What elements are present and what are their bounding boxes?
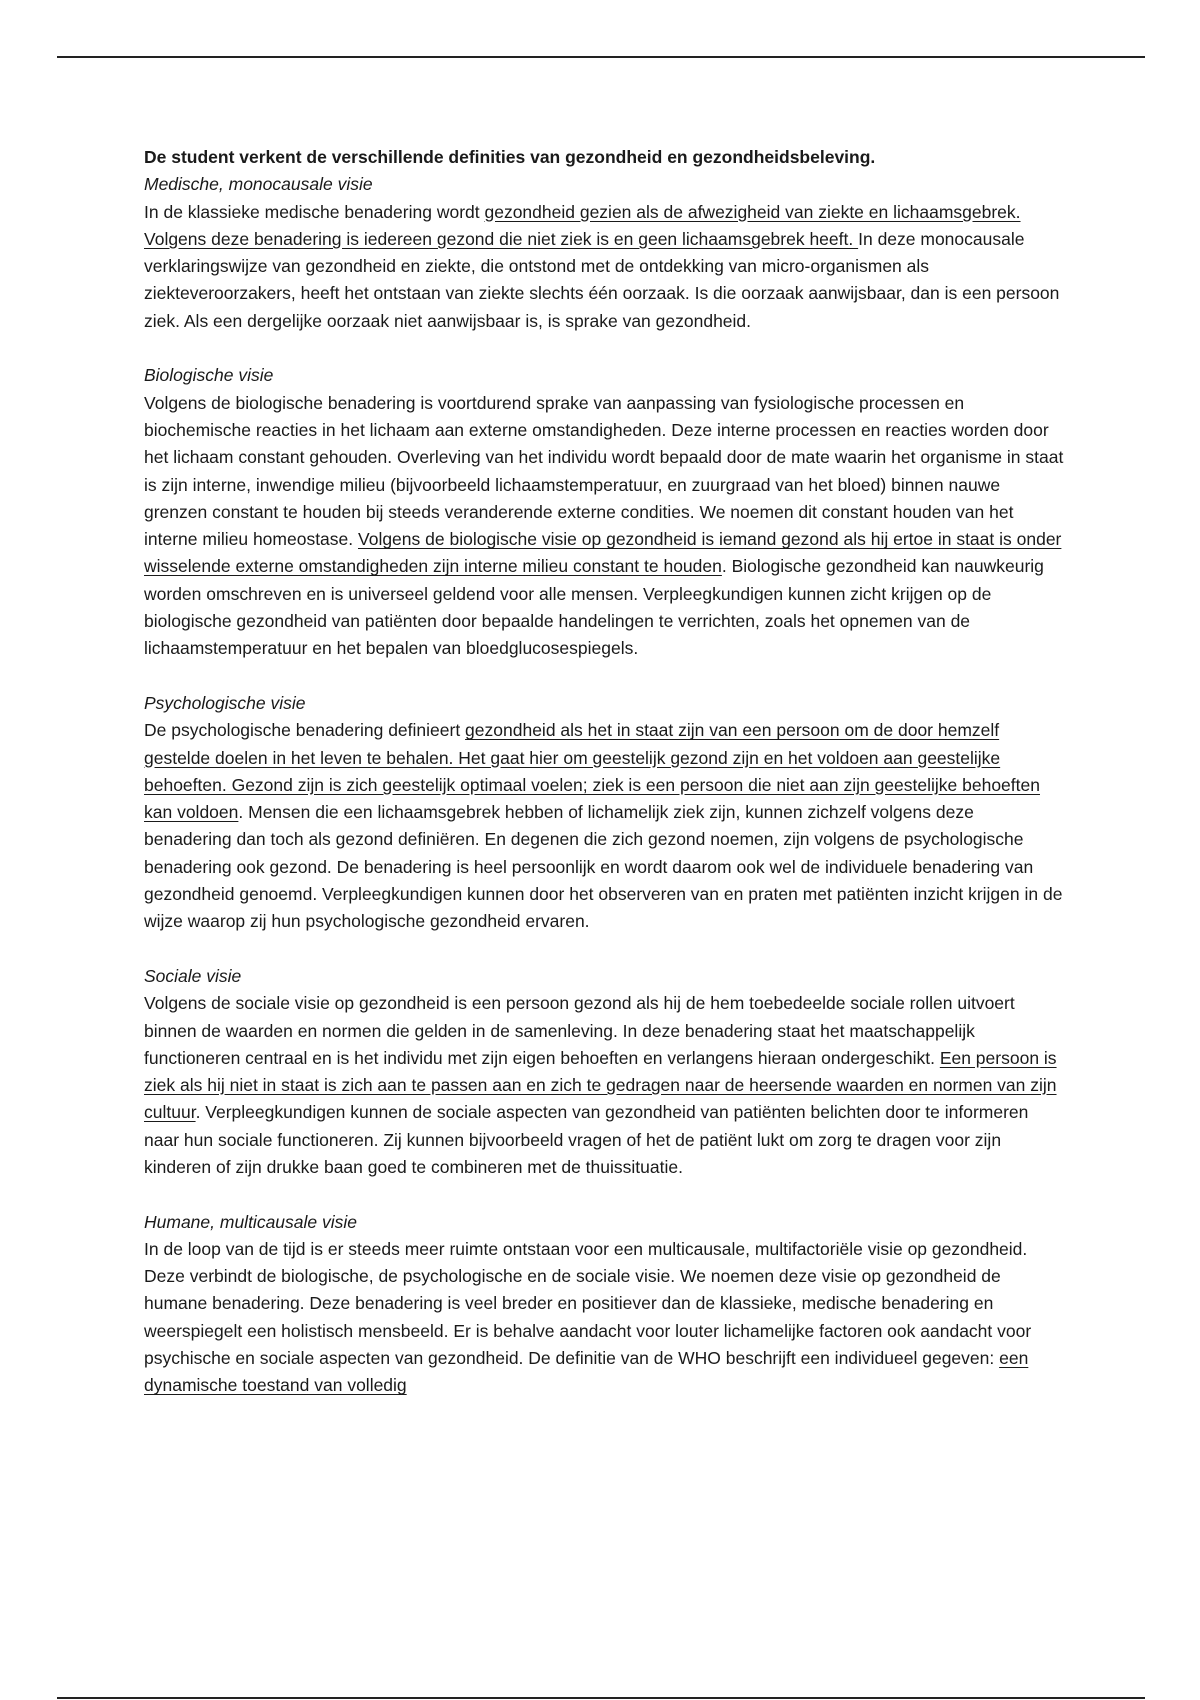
underlined-text-segment: gezondheid als het in staat zijn van een persoon om de door hemzelf gestelde doelen in het leven te behalen. Het gaat hier om geestelijk gezond zijn en het voldoen aan geestelijke behoeften. Gezond zijn is zich geestelijk optimaal voelen; ziek is een persoon die niet aan zijn geestelijke behoeften kan voldoen [144,720,1040,823]
text-segment: . Verpleegkundigen kunnen de sociale aspecten van gezondheid van patiënten belichten door te informeren naar hun sociale functioneren. Zij kunnen bijvoorbeeld vragen of het de patiënt lukt om zorg te dragen voor zijn kinderen of zijn drukke baan goed te combineren met de thuissituatie. [144,1102,1029,1177]
underlined-text-segment: een dynamische toestand van volledig [144,1348,1029,1396]
section-humane-visie [144,1209,1064,1400]
section-title: Psychologische visie [144,692,306,713]
section-psychologische-visie [144,690,1064,936]
section-title: Biologische visie [144,365,274,386]
section-title: Sociale visie [144,965,242,986]
section-title: Medische, monocausale visie [144,174,373,195]
underlined-text-segment: gezondheid gezien als de afwezigheid van ziekte en lichaamsgebrek. Volgens deze benadering is iedereen gezond die niet ziek is en geen lichaamsgebrek heeft. [144,201,1021,249]
section-title: Humane, multicausale visie [144,1211,358,1232]
text-segment: In deze monocausale verklaringswijze van gezondheid en ziekte, die ontstond met de ontdekking van micro-organismen als ziekteveroorzakers, heeft het ontstaan van ziekte slechts één oorzaak. Is die oorzaak aanwijsbaar, dan is een persoon ziek. Als een dergelijke oorzaak niet aanwijsbaar is, is sprake van gezondheid. [144,228,1060,331]
underlined-text-segment: Een persoon is ziek als hij niet in staat is zich aan te passen aan en zich te gedragen naar de heersende waarden en normen van zijn cultuur [144,1047,1057,1123]
section-paragraph [144,717,1064,935]
text-segment: . Mensen die een lichaamsgebrek hebben of lichamelijk ziek zijn, kunnen zichzelf volgens deze benadering dan toch als gezond definiëren. En degenen die zich gezond noemen, zijn volgens de psychologische benadering ook gezond. De benadering is heel persoonlijk en wordt daarom ook wel de individuele benadering van gezondheid genoemd. Verpleegkundigen kunnen door het observeren van en praten met patiënten inzicht krijgen in de wijze waarop zij hun psychologische gezondheid ervaren. [144,802,1063,932]
text-segment: Volgens de sociale visie op gezondheid is een persoon gezond als hij de hem toebedeelde sociale rollen uitvoert binnen de waarden en normen die gelden in de samenleving. In deze benadering staat het maatschappelijk functioneren centraal en is het individu met zijn eigen behoeften en verlangens hieraan ondergeschikt. [144,993,1015,1068]
text-segment: Volgens de biologische benadering is voortdurend sprake van aanpassing van fysiologische processen en biochemische reacties in het lichaam aan externe omstandigheden. Deze interne processen en reacties worden door het lichaam constant gehouden. Overleving van het individu wordt bepaald door de mate waarin het organisme in staat is zijn interne, inwendige milieu (bijvoorbeeld lichaamstemperatuur, en zuurgraad van het bloed) binnen nauwe grenzen constant te houden bij steeds veranderende externe condities. We noemen dit constant houden van het interne milieu homeostase. [144,392,1064,550]
text-segment: In de loop van de tijd is er steeds meer ruimte ontstaan voor een multicausale, multifactoriële visie op gezondheid. Deze verbindt de biologische, de psychologische en de sociale visie. We noemen deze visie op gezondheid de humane benadering. Deze benadering is veel breder en positiever dan de klassieke, medische benadering en weerspiegelt een holistisch mensbeeld. Er is behalve aandacht voor louter lichamelijke factoren ook aandacht voor psychische en sociale aspecten van gezondheid. De definitie van de WHO beschrijft een individueel gegeven: [144,1238,1032,1369]
section-sociale-visie [144,963,1064,1181]
underlined-text-segment: Volgens de biologische visie op gezondheid is iemand gezond als hij ertoe in staat is onder wisselende externe omstandigheden zijn interne milieu constant te houden [144,529,1062,577]
document-body [144,144,1064,1400]
text-segment: . Biologische gezondheid kan nauwkeurig worden omschreven en is universeel geldend voor alle mensen. Verpleegkundigen kunnen zicht krijgen op de biologische gezondheid van patiënten door bepaalde handelingen te verrichten, zoals het opnemen van de lichaamstemperatuur en het bepalen van bloedglucosespiegels. [144,556,1044,659]
header-rule [57,56,1145,58]
section-medische-visie [144,171,1064,335]
section-paragraph [144,1236,1064,1400]
text-segment: In de klassieke medische benadering wordt [144,201,485,222]
document-heading: De student verkent de verschillende definities van gezondheid en gezondheidsbeleving. [144,147,876,167]
section-paragraph [144,199,1064,335]
text-segment: De psychologische benadering definieert [144,720,466,741]
footer-rule [57,1697,1145,1699]
section-paragraph [144,390,1064,663]
section-paragraph [144,990,1064,1181]
section-biologische-visie [144,362,1064,662]
